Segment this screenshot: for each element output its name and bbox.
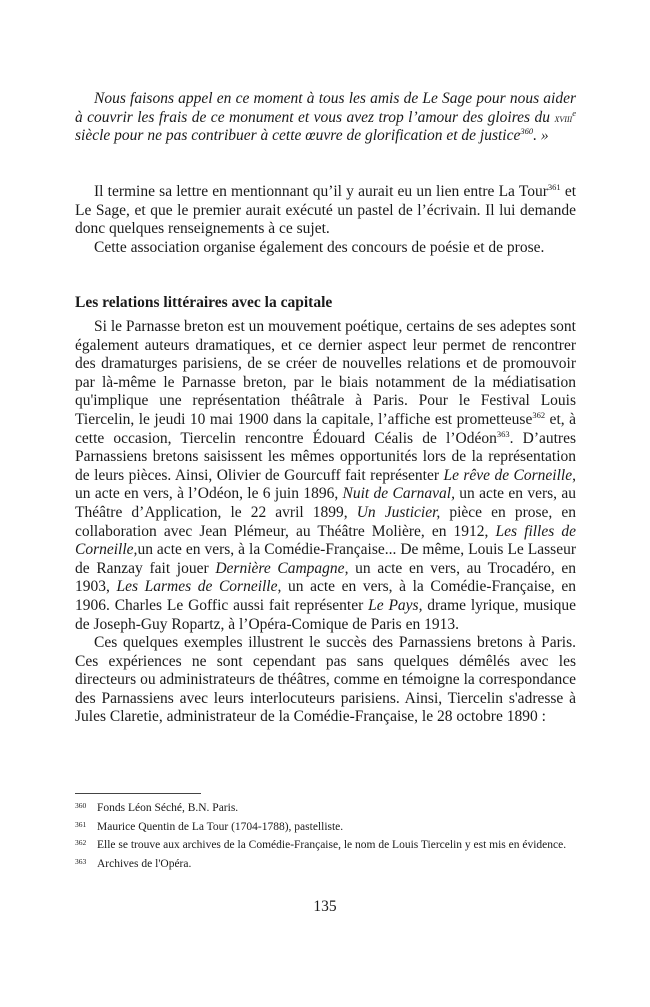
footnote-separator — [75, 793, 201, 794]
footnote-ref-362: 362 — [532, 409, 546, 420]
footnotes — [75, 798, 576, 872]
footnote: 360 Fonds Léon Séché, B.N. Paris. — [75, 801, 239, 814]
work-title: Les filles de Corneille, — [75, 522, 576, 559]
footnote-ref-363: 363 — [496, 428, 510, 439]
page-number: 135 — [313, 898, 337, 915]
footnote-ref-360: 360 — [520, 126, 534, 137]
quoted-letter-excerpt — [75, 90, 576, 146]
footnote: 361 Maurice Quentin de La Tour (1704-1788), pastelliste. — [75, 819, 344, 833]
section-body — [75, 318, 576, 727]
work-title: Le rêve de Corneille — [443, 466, 573, 484]
work-title: Un Justicier, — [356, 503, 441, 521]
paragraph: Ces quelques exemples illustrent le succès des Parnassiens bretons à Paris. Ces expériences ne sont cependant pas sans quelques démêlés avec les directeurs ou administrateurs de théâtres, comme en témoigne la correspondance des Parnassiens avec leurs interlocuteurs parisiens. Ainsi, Tiercelin s'adresse à Jules Claretie, administrateur de la Comédie-Française, le 28 octobre 1890 : — [75, 634, 576, 726]
quote-paragraph: Nous faisons appel en ce moment à tous les amis de Le Sage pour nous aider à couvrir les frais de ce monument et vous avez trop l’amour des gloires du xviii$^e$ siècle pour ne pas contribuer à cette œuvre de glorification et de justice$^{360}$. » — [75, 90, 576, 145]
paragraph: Cette association organise également des concours de poésie et de prose. — [94, 238, 545, 256]
work-title: Nuit de Carnaval, — [342, 485, 455, 503]
footnote: 363 Archives de l'Opéra. — [75, 856, 192, 870]
work-title: Dernière Campagne, — [215, 559, 349, 577]
work-title: Le Pays, — [368, 596, 423, 614]
work-title: Les Larmes de Corneille, — [116, 578, 282, 596]
paragraph: Il termine sa lettre en mentionnant qu’il y aurait eu un lien entre La Tour$^{361}$ et Le Sage, et que le premier aurait exécuté un pastel de l’écrivain. Il lui demande donc quelques renseignements à ce sujet. — [75, 182, 577, 238]
section-heading: Les relations littéraires avec la capitale — [75, 294, 333, 311]
letter-summary — [75, 183, 576, 257]
paragraph: Si le Parnasse breton est un mouvement poétique, certains de ses adeptes sont également auteurs dramatiques, et ce dernier aspect leur permet de rencontrer des dramaturges parisiens, de se créer de nouvelles relations et de promouvoir par là-même le Parnasse breton, par le biais notamment de la médiatisation qu'implique une représentation théâtrale à Paris. Pour le Festival Louis Tiercelin, le jeudi 10 mai 1900 dans la capitale, l’affiche est prometteuse$^{362}$ et, à cette occasion, Tiercelin rencontre Édouard Céalis de l’Odéon$^{363}$. D’autres Parnassiens bretons saisissent les mêmes opportunités lors de la représentation de leurs pièces. Ainsi, Olivier de Gourcuff fait représenter Le rêve de Corneille, un acte en vers, à l’Odéon, le 6 juin 1896, Nuit de Carnaval, un acte en vers, au Théâtre d’Application, le 22 avril 1899, Un Justicier, pièce en prose, en collaboration avec Jean Plémeur, au Théâtre Molière, en 1912, Les filles de Corneille,un acte en vers, à la Comédie-Française... De même, Louis Le Lasseur de Ranzay fait jouer Dernière Campagne, un acte en vers, au Trocadéro, en 1903, Les Larmes de Corneille, un acte en vers, à la Comédie-Française, en 1906. Charles Le Goffic aussi fait représenter Le Pays, drame lyrique, musique de Joseph-Guy Ropartz, à l’Opéra-Comique de Paris en 1913. — [75, 318, 577, 633]
century-numeral: xviii — [554, 110, 573, 125]
footnote: 362 Elle se trouve aux archives de la Comédie-Française, le nom de Louis Tiercelin y est mis en évidence. — [75, 838, 567, 851]
footnote-ref-361: 361 — [547, 182, 561, 192]
